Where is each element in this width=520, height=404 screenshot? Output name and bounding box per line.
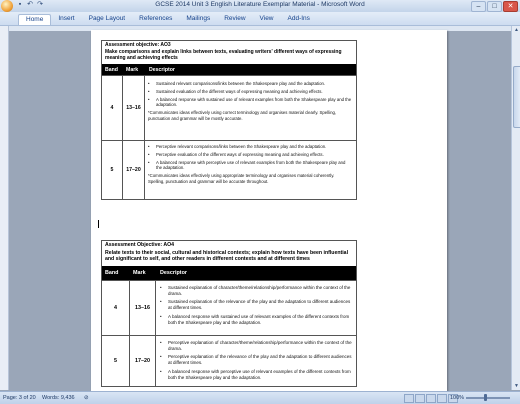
list-item: • Perceptive evaluation of the different ways of expressing meaning and achieving effects. [148, 151, 324, 157]
redo-icon[interactable]: ↷ [37, 1, 43, 8]
scroll-down-icon[interactable]: ▼ [514, 383, 519, 389]
page-count[interactable]: Page: 3 of 20 [3, 395, 36, 401]
close-button[interactable]: ✕ [503, 1, 518, 12]
title-bar [0, 0, 520, 12]
ao3-header-row [102, 64, 356, 75]
ao4-header-row [102, 266, 356, 280]
window-title: GCSE 2014 Unit 3 English Literature Exemplar Material - Microsoft Word [155, 1, 365, 8]
mark-cell: 17–20 [130, 336, 156, 386]
list-item: • A balanced response with sustained use of relevant examples from both the Shakespeare play and the adaptation. [148, 96, 352, 108]
ao3-title: Assessment objective: AO3 [105, 42, 171, 48]
column-header-mark: Mark [126, 66, 139, 73]
list-item: • Sustained explanation of the relevance of the play and the adaptation to different audiences at different times. [160, 299, 351, 311]
list-item: • Perceptive relevant comparisons/links between the Shakespeare play and the adaptation. [148, 144, 327, 149]
table-row [102, 75, 356, 140]
scrollbar-thumb[interactable] [513, 66, 520, 128]
tab-view[interactable]: View [259, 15, 274, 22]
communication-note: *Communicates ideas effectively using correct terminology and organises material clearly. Spelling, punctuation and grammar will be mostly accurate. [148, 110, 337, 121]
outline-icon[interactable] [437, 394, 447, 403]
scroll-up-icon[interactable]: ▲ [514, 27, 519, 33]
band-cell: 5 [102, 336, 130, 386]
band-cell: 4 [102, 281, 130, 335]
band-cell: 4 [102, 76, 123, 140]
tab-home[interactable]: Home [18, 14, 51, 25]
ao4-table [101, 240, 357, 387]
band-cell: 5 [102, 141, 123, 199]
list-item: • Sustained relevant comparisons/links between the Shakespeare play and the adaptation. [148, 81, 326, 86]
descriptor-cell [145, 76, 356, 140]
maximize-button[interactable]: □ [487, 1, 502, 12]
ao4-description: Relate texts to their social, cultural and historical contexts; explain how texts have been influential and significant to self, and other readers in different contexts and at different times [105, 249, 349, 263]
mark-cell: 13–16 [123, 76, 145, 140]
ao4-title: Assessment Objective: AO4 [105, 242, 175, 248]
print-layout-icon[interactable] [404, 394, 414, 403]
tab-references[interactable]: References [139, 15, 173, 22]
minimize-button[interactable]: – [471, 1, 486, 12]
ao3-table [101, 40, 357, 200]
ao3-description: Make comparisons and explain links between texts, evaluating writers' different ways of expressing meaning and achieving effects [105, 49, 342, 61]
vertical-ruler[interactable] [0, 26, 9, 390]
zoom-slider-handle[interactable] [484, 394, 487, 401]
column-header-descriptor: Descriptor [160, 269, 187, 276]
list-item: • A balanced response with perceptive use of relevant examples from both the Shakespeare play and the adaptation. [148, 159, 346, 171]
mark-cell: 13–16 [130, 281, 156, 335]
zoom-level[interactable]: 100% [450, 395, 465, 401]
tab-review[interactable]: Review [224, 15, 246, 22]
list-item: • Perceptive explanation of the relevance of the play and the adaptation to different audiences at different times. [160, 354, 352, 366]
ribbon-tabs [18, 14, 317, 25]
list-item: • Sustained evaluation of the different ways of expressing meaning and achieving effects. [148, 88, 323, 94]
list-item: • A balanced response with perceptive use of relevant examples of the different contexts from both the Shakespeare play and the adaptation. [160, 368, 351, 380]
window-controls [471, 1, 518, 12]
vertical-scrollbar[interactable] [511, 26, 520, 390]
table-row [102, 280, 356, 335]
descriptor-cell [156, 281, 356, 335]
save-icon[interactable]: ▪ [18, 1, 22, 8]
descriptor-cell [156, 336, 356, 386]
table-row [102, 335, 356, 386]
undo-icon[interactable]: ↶ [27, 1, 33, 8]
column-header-mark: Mark [133, 269, 146, 276]
list-item: • Sustained explanation of character/theme/relationship/performance within the context of the drama. [160, 284, 351, 296]
text-cursor [98, 220, 99, 228]
column-header-band: Band [105, 66, 118, 73]
document-page[interactable] [91, 30, 447, 392]
full-screen-reading-icon[interactable] [415, 394, 425, 403]
tab-insert[interactable]: Insert [58, 15, 75, 22]
word-count[interactable]: Words: 9,436 [42, 395, 75, 401]
list-item: • Perceptive explanation of character/theme/relationship/performance within the context of the drama. [160, 339, 352, 351]
zoom-slider[interactable] [466, 397, 510, 399]
proofing-icon[interactable]: ⊘ [84, 395, 89, 401]
web-layout-icon[interactable] [426, 394, 436, 403]
list-item: • A balanced response with sustained use of relevant examples of the different contexts from both the Shakespeare play and the adaptation. [160, 313, 350, 325]
table-row [102, 140, 356, 199]
tab-page-layout[interactable]: Page Layout [88, 15, 126, 22]
tab-mailings[interactable]: Mailings [186, 15, 211, 22]
communication-note: *Communicates ideas effectively using appropriate terminology and organises material coherently. Spelling, punctuation and grammar will be accurate throughout. [148, 173, 335, 184]
column-header-descriptor: Descriptor [149, 66, 175, 73]
tab-add-ins[interactable]: Add-Ins [287, 15, 310, 22]
ribbon [0, 12, 520, 26]
descriptor-cell [145, 141, 356, 199]
mark-cell: 17–20 [123, 141, 145, 199]
status-bar [0, 391, 520, 404]
column-header-band: Band [105, 269, 119, 276]
